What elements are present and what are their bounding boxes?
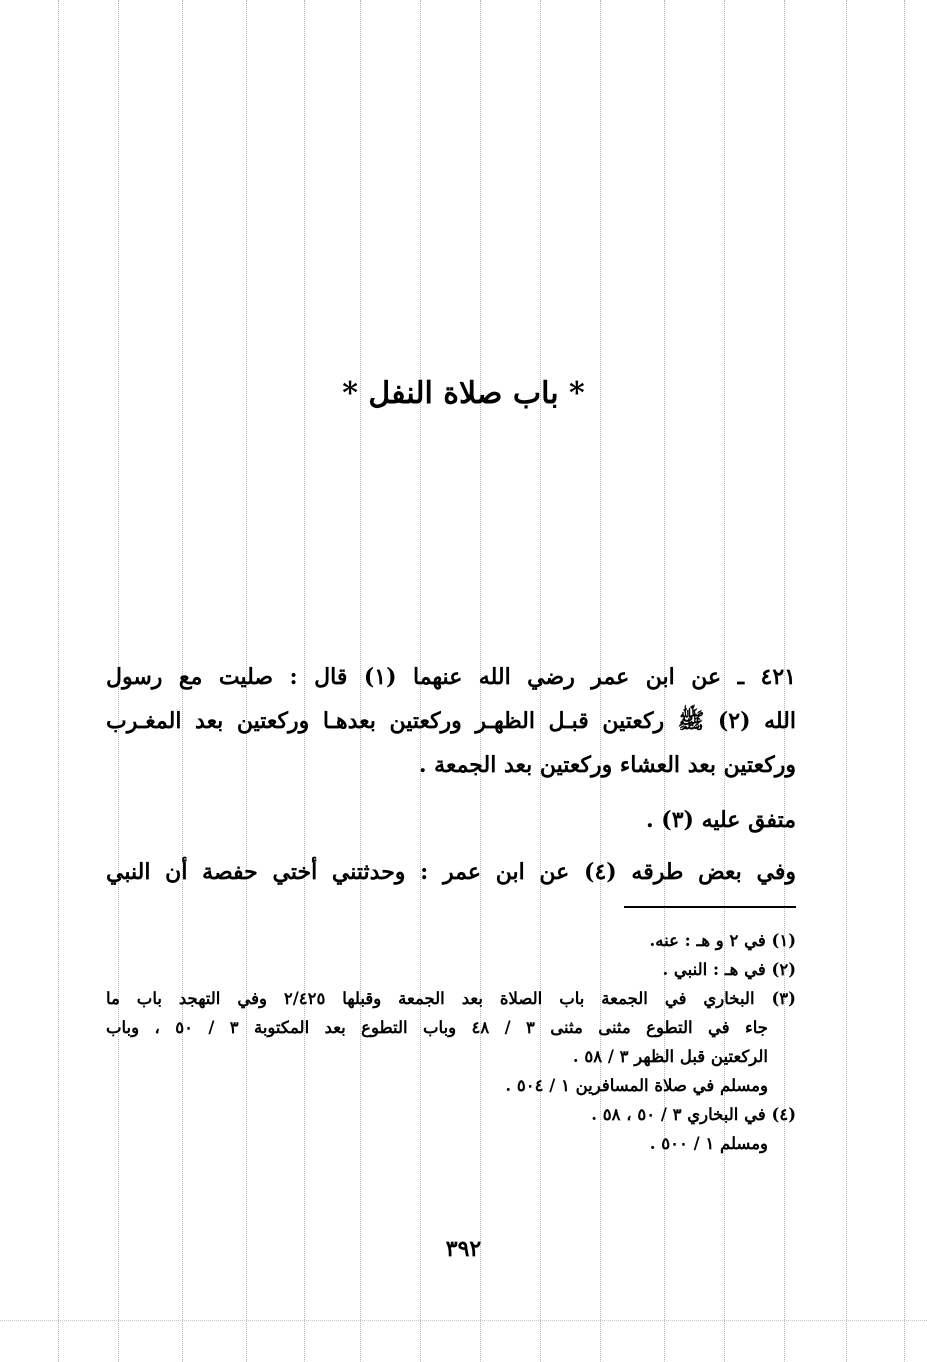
hadith-line: الله (٢) ﷺ ركعتين قبـل الظهـر وركعتين بعدهـا وركعتين بعد المغـرب [106,708,796,734]
footnote-line: جاء في التطوع مثنى مثنى ٣ / ٤٨ وباب التطوع بعد المكتوبة ٣ / ٥٠ ، وباب [106,1018,769,1037]
scan-guide-line [58,0,59,1362]
page-number: ٣٩٢ [445,1236,482,1262]
other-route-line: وفي بعض طرقه (٤) عن ابن عمر : وحدثتني أختي حفصة أن النبي [106,859,796,885]
footnotes [106,926,796,1158]
footnote-separator [624,906,796,908]
footnote-line: الركعتين قبل الظهر ٣ / ٥٨ . [572,1047,768,1066]
footnote-line: (٤) في البخاري ٣ / ٥٠ ، ٥٨ . [591,1105,796,1124]
footnote-line: ومسلم في صلاة المسافرين ١ / ٥٠٤ . [505,1076,768,1095]
footnote-line: (١) في ٢ و هـ : عنه. [649,931,796,950]
hadith-line: وركعتين بعد العشاء وركعتين بعد الجمعة . [418,752,796,778]
scan-guide-line [904,0,905,1362]
footnote-line: ومسلم ١ / ٥٠٠ . [649,1134,768,1153]
footnote-line: (٣) البخاري في الجمعة باب الصلاة بعد الجمعة وقبلها ٢/٤٢٥ وفي التهجد باب ما [106,989,796,1008]
chapter-title: * باب صلاة النفل * [342,376,585,411]
hadith-line: ٤٢١ ـ عن ابن عمر رضي الله عنهما (١) قال : صليت مع رسول [106,664,796,690]
hadith-paragraph [106,655,796,787]
agreement-line: متفق عليه (٣) . [645,807,796,833]
scan-guide-line [0,1320,927,1321]
scan-guide-line [846,0,847,1362]
footnote-line: (٢) في هـ : النبي . [662,960,796,979]
